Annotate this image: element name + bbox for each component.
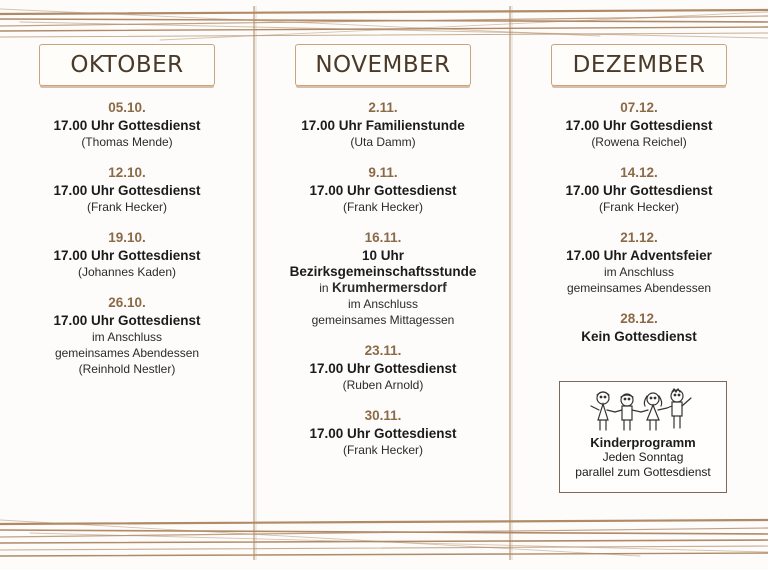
event-title: 17.00 Uhr Gottesdienst (53, 118, 201, 133)
event-title: 17.00 Uhr Gottesdienst (53, 183, 201, 198)
kids-program-line: Jeden Sonntag (602, 450, 684, 464)
event-note: im Anschluss (347, 297, 419, 311)
event (0, 230, 254, 280)
event-note: gemeinsames Abendessen (54, 346, 200, 360)
event (254, 408, 512, 458)
event-note: (Thomas Mende) (81, 135, 173, 149)
event-note: im Anschluss (91, 330, 163, 344)
event-date: 23.11. (364, 343, 402, 358)
event-date: 2.11. (368, 100, 398, 115)
event-note: (Ruben Arnold) (342, 378, 424, 392)
event-note: (Frank Hecker) (86, 200, 167, 214)
event-location (254, 280, 512, 296)
event (254, 100, 512, 150)
children-drawing-icon (587, 386, 699, 434)
event (254, 343, 512, 393)
event-title: 17.00 Uhr Gottesdienst (53, 313, 201, 328)
event-note: gemeinsames Abendessen (566, 281, 712, 295)
event-date: 28.12. (620, 311, 658, 326)
column-oktober (0, 44, 254, 392)
event-title: 17.00 Uhr Gottesdienst (565, 183, 713, 198)
event-title: Kein Gottesdienst (581, 329, 697, 344)
event-title: 17.00 Uhr Adventsfeier (566, 248, 712, 263)
event-date: 26.10. (108, 295, 146, 310)
event-date: 05.10. (108, 100, 146, 115)
event (254, 230, 512, 328)
event (0, 165, 254, 215)
event-title: Bezirksgemeinschaftsstunde (289, 264, 477, 279)
event (254, 165, 512, 215)
kids-program-title: Kinderprogramm (590, 435, 696, 450)
column-dezember (512, 44, 766, 360)
event-title: 10 Uhr (361, 248, 405, 263)
event-note: (Uta Damm) (350, 135, 416, 149)
event-title: 17.00 Uhr Gottesdienst (309, 426, 457, 441)
event-note: (Reinhold Nestler) (78, 362, 176, 376)
event-title: 17.00 Uhr Gottesdienst (309, 183, 457, 198)
event-title: 17.00 Uhr Gottesdienst (309, 361, 457, 376)
event-note: im Anschluss (603, 265, 675, 279)
event-date: 30.11. (364, 408, 402, 423)
event-note: (Frank Hecker) (342, 200, 423, 214)
event-date: 16.11. (364, 230, 402, 245)
event-date: 9.11. (368, 165, 398, 180)
event-date: 14.12. (620, 165, 658, 180)
event (0, 100, 254, 150)
column-november (254, 44, 512, 473)
event (512, 165, 766, 215)
event-date: 12.10. (108, 165, 146, 180)
month-header: NOVEMBER (295, 44, 471, 86)
location-prefix: in (319, 281, 332, 295)
event-date: 07.12. (620, 100, 658, 115)
event-title: 17.00 Uhr Gottesdienst (53, 248, 201, 263)
event-note: (Frank Hecker) (598, 200, 679, 214)
event-note: (Johannes Kaden) (77, 265, 177, 279)
kids-program-box (559, 381, 727, 493)
event-note: (Frank Hecker) (342, 443, 423, 457)
month-header: OKTOBER (39, 44, 215, 86)
kids-program-line: parallel zum Gottesdienst (575, 465, 711, 479)
event (512, 311, 766, 345)
location-name: Krumhermersdorf (331, 280, 447, 295)
event-title: 17.00 Uhr Familienstunde (301, 118, 465, 133)
event-note: gemeinsames Mittagessen (311, 313, 455, 327)
event (512, 230, 766, 296)
event-note: (Rowena Reichel) (591, 135, 687, 149)
event-date: 19.10. (108, 230, 146, 245)
month-header: DEZEMBER (551, 44, 727, 86)
event (0, 295, 254, 377)
event (512, 100, 766, 150)
event-title: 17.00 Uhr Gottesdienst (565, 118, 713, 133)
event-date: 21.12. (620, 230, 658, 245)
